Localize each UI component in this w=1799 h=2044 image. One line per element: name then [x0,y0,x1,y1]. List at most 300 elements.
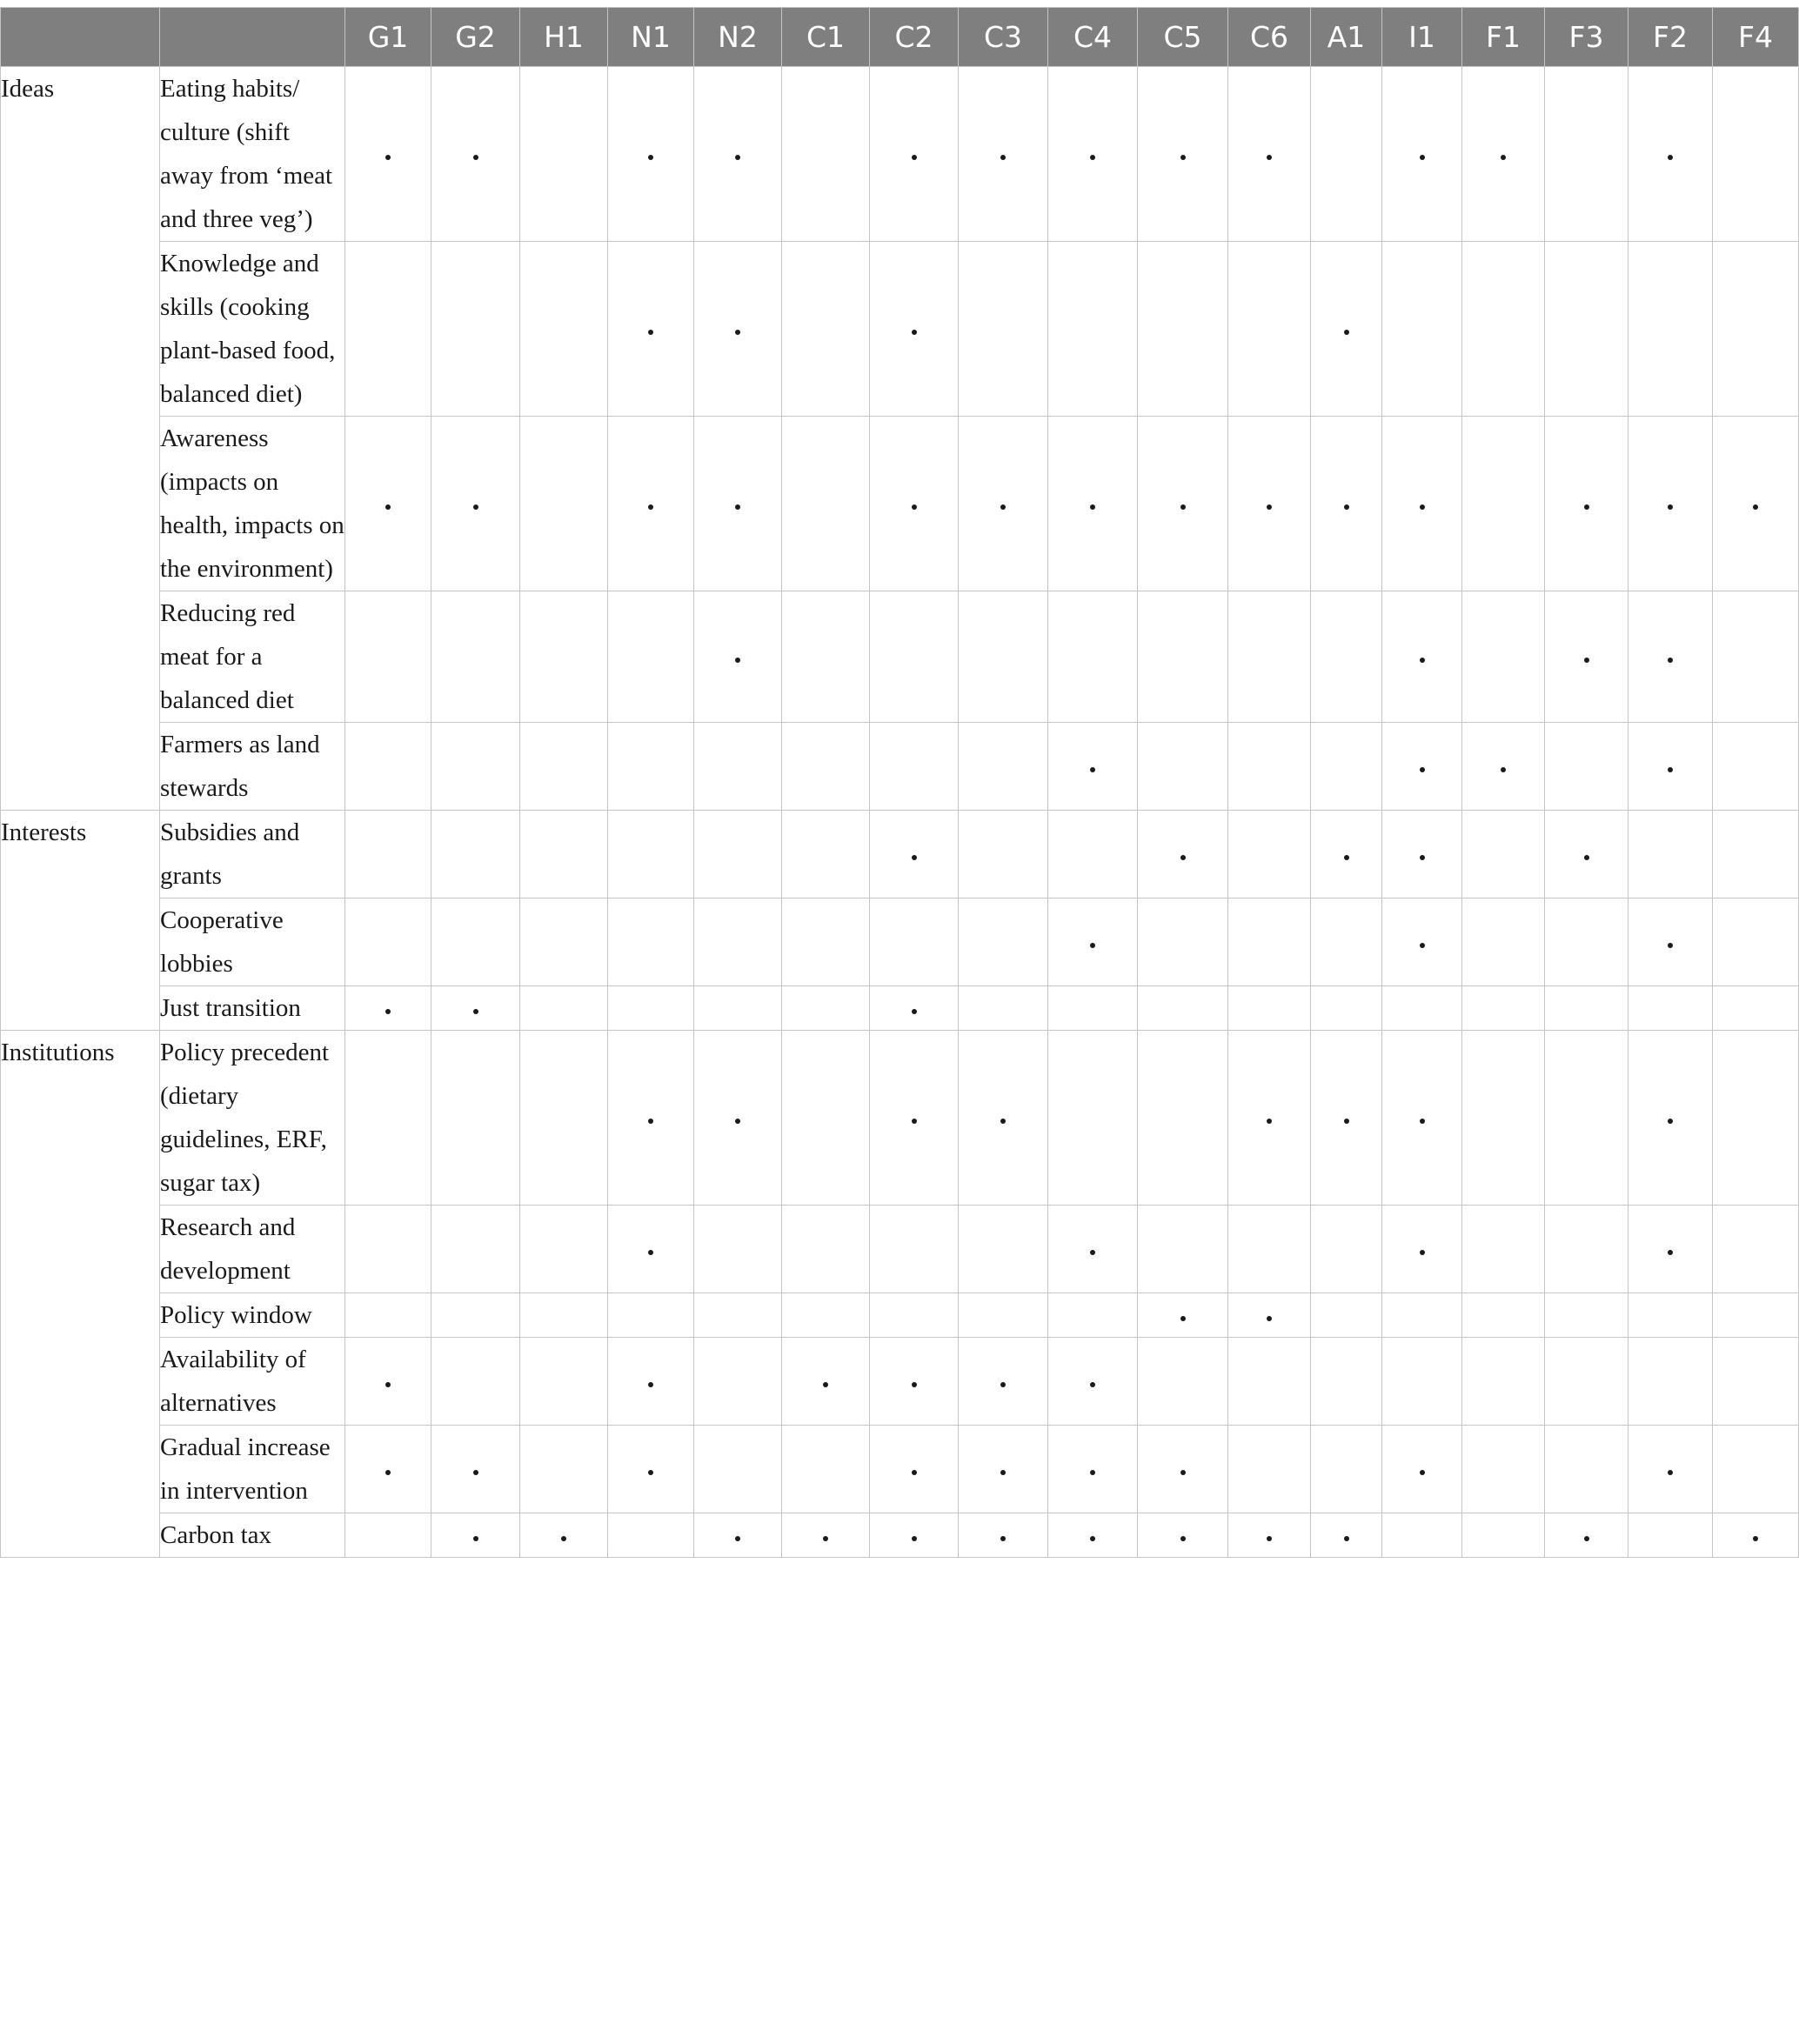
mark-cell-g1 [345,1426,431,1513]
bullet-mark-icon [1668,658,1673,663]
bullet-mark-icon [735,658,740,663]
table-row [1,67,1799,242]
table-row [1,242,1799,417]
mark-cell-c3 [959,811,1048,898]
table-row [1,1206,1799,1293]
bullet-mark-icon [1344,1119,1349,1124]
mark-cell-c6 [1228,242,1311,417]
mark-cell-c2 [870,67,959,242]
bullet-mark-icon [1420,855,1425,860]
table-row [1,1426,1799,1513]
mark-cell-c4 [1048,417,1138,591]
mark-cell-a1 [1311,986,1382,1031]
mark-cell-f4 [1713,417,1799,591]
mark-cell-g2 [431,1513,520,1558]
bullet-mark-icon [1090,1382,1095,1387]
mark-cell-c1 [782,811,870,898]
mark-cell-c4 [1048,723,1138,811]
mark-cell-c1 [782,986,870,1031]
bullet-mark-icon [1420,155,1425,160]
mark-cell-f2 [1628,67,1713,242]
mark-cell-c3 [959,1206,1048,1293]
mark-cell-f2 [1628,1513,1713,1558]
mark-cell-c5 [1138,417,1228,591]
bullet-mark-icon [912,1382,917,1387]
bullet-mark-icon [1668,1250,1673,1255]
mark-cell-g2 [431,67,520,242]
bullet-mark-icon [912,330,917,335]
mark-cell-a1 [1311,723,1382,811]
mark-cell-i1 [1382,1293,1462,1338]
mark-cell-g1 [345,1206,431,1293]
mark-cell-f3 [1545,1206,1628,1293]
mark-cell-c5 [1138,1293,1228,1338]
header-group-blank [1,8,160,67]
mark-cell-f4 [1713,1426,1799,1513]
mark-cell-h1 [520,1206,608,1293]
bullet-mark-icon [1584,658,1589,663]
bullet-mark-icon [912,1119,917,1124]
mark-cell-n2 [694,898,782,986]
bullet-mark-icon [1267,504,1272,510]
table-row [1,1293,1799,1338]
bullet-mark-icon [648,330,653,335]
mark-cell-a1 [1311,242,1382,417]
mark-cell-n2 [694,1338,782,1426]
mark-cell-h1 [520,1513,608,1558]
mark-cell-i1 [1382,811,1462,898]
bullet-mark-icon [1267,1536,1272,1541]
bullet-mark-icon [1090,504,1095,510]
mark-cell-h1 [520,1031,608,1206]
mark-cell-f3 [1545,1513,1628,1558]
mark-cell-g2 [431,1031,520,1206]
factor-label: Availability of alternatives [160,1338,345,1426]
bullet-mark-icon [1753,1536,1758,1541]
mark-cell-c3 [959,242,1048,417]
mark-cell-a1 [1311,591,1382,723]
bullet-mark-icon [1267,155,1272,160]
bullet-mark-icon [1180,1536,1186,1541]
mark-cell-c6 [1228,1031,1311,1206]
bullet-mark-icon [385,155,391,160]
mark-cell-c2 [870,811,959,898]
factor-label: Research and development [160,1206,345,1293]
mark-cell-f4 [1713,898,1799,986]
mark-cell-c1 [782,242,870,417]
factor-label: Eating habits/ culture (shift away from ‘meat and three veg’) [160,67,345,242]
bullet-mark-icon [1344,855,1349,860]
group-label-institutions: Institutions [1,1031,160,1558]
mark-cell-n1 [608,242,694,417]
column-header-c3: C3 [959,8,1048,67]
mark-cell-g1 [345,1338,431,1426]
column-header-n1: N1 [608,8,694,67]
mark-cell-i1 [1382,242,1462,417]
mark-cell-f1 [1462,811,1545,898]
mark-cell-f3 [1545,986,1628,1031]
mark-cell-i1 [1382,1206,1462,1293]
bullet-mark-icon [735,1536,740,1541]
mark-cell-c1 [782,723,870,811]
mark-cell-h1 [520,1338,608,1426]
mark-cell-f1 [1462,986,1545,1031]
bullet-mark-icon [1501,767,1506,772]
bullet-mark-icon [1000,1536,1006,1541]
mark-cell-n2 [694,723,782,811]
bullet-mark-icon [473,155,478,160]
mark-cell-c1 [782,1293,870,1338]
mark-cell-c5 [1138,591,1228,723]
mark-cell-c1 [782,898,870,986]
mark-cell-c6 [1228,986,1311,1031]
mark-cell-a1 [1311,417,1382,591]
bullet-mark-icon [1344,504,1349,510]
mark-cell-f2 [1628,1206,1713,1293]
mark-cell-f3 [1545,723,1628,811]
mark-cell-a1 [1311,1031,1382,1206]
bullet-mark-icon [1420,1250,1425,1255]
mark-cell-n1 [608,1513,694,1558]
mark-cell-f2 [1628,242,1713,417]
bullet-mark-icon [735,155,740,160]
mark-cell-f1 [1462,1338,1545,1426]
mark-cell-c6 [1228,898,1311,986]
factor-label: Carbon tax [160,1513,345,1558]
mark-cell-c2 [870,986,959,1031]
mark-cell-c6 [1228,67,1311,242]
mark-cell-g1 [345,811,431,898]
mark-cell-a1 [1311,1338,1382,1426]
bullet-mark-icon [1420,658,1425,663]
bullet-mark-icon [648,155,653,160]
mark-cell-c6 [1228,1426,1311,1513]
mark-cell-i1 [1382,1031,1462,1206]
bullet-mark-icon [1668,943,1673,948]
mark-cell-c3 [959,723,1048,811]
mark-cell-c6 [1228,723,1311,811]
mark-cell-f1 [1462,1513,1545,1558]
bullet-mark-icon [912,504,917,510]
bullet-mark-icon [648,1119,653,1124]
mark-cell-c6 [1228,591,1311,723]
mark-cell-f3 [1545,242,1628,417]
mark-cell-a1 [1311,1426,1382,1513]
mark-cell-c1 [782,1206,870,1293]
factor-label: Policy precedent (dietary guidelines, ERF, sugar tax) [160,1031,345,1206]
mark-cell-c6 [1228,417,1311,591]
factor-label: Awareness (impacts on health, impacts on the environment) [160,417,345,591]
bullet-mark-icon [1753,504,1758,510]
mark-cell-f1 [1462,1426,1545,1513]
bullet-mark-icon [823,1536,828,1541]
mark-cell-c4 [1048,1338,1138,1426]
factor-label: Policy window [160,1293,345,1338]
mark-cell-f3 [1545,417,1628,591]
mark-cell-n2 [694,1031,782,1206]
mark-cell-g2 [431,723,520,811]
mark-cell-g2 [431,898,520,986]
bullet-mark-icon [1584,1536,1589,1541]
mark-cell-c2 [870,1338,959,1426]
bullet-mark-icon [1000,504,1006,510]
table-row [1,986,1799,1031]
mark-cell-h1 [520,1293,608,1338]
mark-cell-c1 [782,1513,870,1558]
mark-cell-n1 [608,417,694,591]
column-header-c5: C5 [1138,8,1228,67]
mark-cell-c2 [870,1293,959,1338]
mark-cell-n1 [608,986,694,1031]
bullet-mark-icon [1267,1119,1272,1124]
mark-cell-n1 [608,591,694,723]
mark-cell-c4 [1048,1426,1138,1513]
table-row [1,591,1799,723]
group-label-interests: Interests [1,811,160,1031]
mark-cell-c2 [870,723,959,811]
mark-cell-c1 [782,591,870,723]
mark-cell-c4 [1048,811,1138,898]
mark-cell-c5 [1138,1338,1228,1426]
mark-cell-n1 [608,1338,694,1426]
bullet-mark-icon [473,504,478,510]
mark-cell-g2 [431,1338,520,1426]
mark-cell-f3 [1545,1426,1628,1513]
mark-cell-c3 [959,986,1048,1031]
mark-cell-h1 [520,811,608,898]
mark-cell-f1 [1462,1206,1545,1293]
mark-cell-c3 [959,1426,1048,1513]
mark-cell-i1 [1382,986,1462,1031]
factor-label: Knowledge and skills (cooking plant-based food, balanced diet) [160,242,345,417]
bullet-mark-icon [735,504,740,510]
mark-cell-f4 [1713,242,1799,417]
mark-cell-g2 [431,591,520,723]
bullet-mark-icon [385,1382,391,1387]
column-header-c1: C1 [782,8,870,67]
bullet-mark-icon [1090,155,1095,160]
mark-cell-f4 [1713,1206,1799,1293]
bullet-mark-icon [735,1119,740,1124]
mark-cell-n2 [694,1293,782,1338]
bullet-mark-icon [1668,1119,1673,1124]
mark-cell-g2 [431,811,520,898]
mark-cell-f1 [1462,1031,1545,1206]
bullet-mark-icon [1501,155,1506,160]
mark-cell-c5 [1138,1031,1228,1206]
mark-cell-n2 [694,591,782,723]
mark-cell-f3 [1545,1293,1628,1338]
mark-cell-n2 [694,1426,782,1513]
bullet-mark-icon [648,1250,653,1255]
mark-cell-f1 [1462,417,1545,591]
mark-cell-c3 [959,1338,1048,1426]
mark-cell-f4 [1713,811,1799,898]
bullet-mark-icon [912,1470,917,1475]
column-header-f4: F4 [1713,8,1799,67]
bullet-mark-icon [385,504,391,510]
mark-cell-c2 [870,591,959,723]
table-body [1,67,1799,1558]
mark-cell-c3 [959,591,1048,723]
column-header-c2: C2 [870,8,959,67]
table-row [1,898,1799,986]
factor-label: Reducing red meat for a balanced diet [160,591,345,723]
mark-cell-c3 [959,1293,1048,1338]
mark-cell-f3 [1545,1031,1628,1206]
bullet-mark-icon [1000,1119,1006,1124]
mark-cell-n1 [608,1031,694,1206]
bullet-mark-icon [735,330,740,335]
mark-cell-f2 [1628,811,1713,898]
mark-cell-h1 [520,1426,608,1513]
mark-cell-c6 [1228,1338,1311,1426]
mark-cell-a1 [1311,811,1382,898]
mark-cell-f1 [1462,723,1545,811]
mark-cell-i1 [1382,1426,1462,1513]
mark-cell-i1 [1382,1338,1462,1426]
bullet-mark-icon [1668,1470,1673,1475]
mark-cell-n2 [694,242,782,417]
mark-cell-c5 [1138,811,1228,898]
mark-cell-h1 [520,67,608,242]
mark-cell-c4 [1048,986,1138,1031]
mark-cell-f2 [1628,723,1713,811]
mark-cell-f4 [1713,1293,1799,1338]
column-header-h1: H1 [520,8,608,67]
column-header-f1: F1 [1462,8,1545,67]
table-row [1,811,1799,898]
bullet-mark-icon [1000,155,1006,160]
mark-cell-c1 [782,1426,870,1513]
mark-cell-f1 [1462,242,1545,417]
column-header-c6: C6 [1228,8,1311,67]
mark-cell-f3 [1545,591,1628,723]
mark-cell-f4 [1713,67,1799,242]
mark-cell-f2 [1628,417,1713,591]
mark-cell-c1 [782,1031,870,1206]
mark-cell-h1 [520,986,608,1031]
mark-cell-a1 [1311,1513,1382,1558]
mark-cell-f3 [1545,67,1628,242]
mark-cell-f1 [1462,898,1545,986]
mark-cell-f2 [1628,1031,1713,1206]
mark-cell-n2 [694,1206,782,1293]
bullet-mark-icon [385,1009,391,1014]
column-header-g2: G2 [431,8,520,67]
mark-cell-i1 [1382,1513,1462,1558]
column-header-i1: I1 [1382,8,1462,67]
mark-cell-i1 [1382,898,1462,986]
bullet-mark-icon [1584,855,1589,860]
bullet-mark-icon [473,1009,478,1014]
mark-cell-g2 [431,986,520,1031]
mark-cell-f2 [1628,591,1713,723]
mark-cell-c3 [959,417,1048,591]
mark-cell-c2 [870,1206,959,1293]
mark-cell-g1 [345,417,431,591]
mark-cell-g1 [345,242,431,417]
bullet-mark-icon [1000,1470,1006,1475]
bullet-mark-icon [473,1470,478,1475]
mark-cell-g1 [345,67,431,242]
mark-cell-c6 [1228,811,1311,898]
mark-cell-f2 [1628,1293,1713,1338]
mark-cell-c4 [1048,1031,1138,1206]
table-row [1,417,1799,591]
bullet-mark-icon [561,1536,566,1541]
mark-cell-c5 [1138,986,1228,1031]
mark-cell-c5 [1138,1513,1228,1558]
column-header-n2: N2 [694,8,782,67]
mark-cell-g1 [345,591,431,723]
mark-cell-n1 [608,67,694,242]
mark-cell-c1 [782,1338,870,1426]
mark-cell-g2 [431,1293,520,1338]
factor-label: Farmers as land stewards [160,723,345,811]
mark-cell-c5 [1138,898,1228,986]
bullet-mark-icon [1090,767,1095,772]
mark-cell-f3 [1545,1338,1628,1426]
mark-cell-h1 [520,723,608,811]
mark-cell-f4 [1713,986,1799,1031]
mark-cell-c3 [959,1513,1048,1558]
bullet-mark-icon [1344,330,1349,335]
bullet-mark-icon [1420,943,1425,948]
bullet-mark-icon [1420,1470,1425,1475]
mark-cell-n2 [694,1513,782,1558]
mark-cell-i1 [1382,591,1462,723]
mark-cell-f2 [1628,1338,1713,1426]
mark-cell-c4 [1048,1513,1138,1558]
bullet-mark-icon [1420,504,1425,510]
mark-cell-c4 [1048,242,1138,417]
mark-cell-n2 [694,986,782,1031]
mark-cell-c4 [1048,1293,1138,1338]
mark-cell-i1 [1382,417,1462,591]
mark-cell-c5 [1138,67,1228,242]
bullet-mark-icon [1668,504,1673,510]
mark-cell-n2 [694,417,782,591]
mark-cell-a1 [1311,1293,1382,1338]
mark-cell-c6 [1228,1293,1311,1338]
mark-cell-c1 [782,67,870,242]
table-row [1,1513,1799,1558]
mark-cell-c4 [1048,898,1138,986]
mark-cell-f4 [1713,591,1799,723]
factor-label: Just transition [160,986,345,1031]
mark-cell-n1 [608,1426,694,1513]
bullet-mark-icon [1668,767,1673,772]
mark-cell-n2 [694,811,782,898]
mark-cell-f2 [1628,1426,1713,1513]
bullet-mark-icon [1180,1470,1186,1475]
bullet-mark-icon [1180,1316,1186,1321]
column-header-a1: A1 [1311,8,1382,67]
bullet-mark-icon [385,1470,391,1475]
table-header-row [1,8,1799,67]
bullet-mark-icon [1180,155,1186,160]
mark-cell-f4 [1713,1031,1799,1206]
table-row [1,1338,1799,1426]
bullet-mark-icon [912,155,917,160]
mark-cell-g1 [345,723,431,811]
mark-cell-g2 [431,242,520,417]
bullet-mark-icon [1668,155,1673,160]
mark-cell-n1 [608,1206,694,1293]
mark-cell-g2 [431,417,520,591]
mark-cell-g1 [345,898,431,986]
